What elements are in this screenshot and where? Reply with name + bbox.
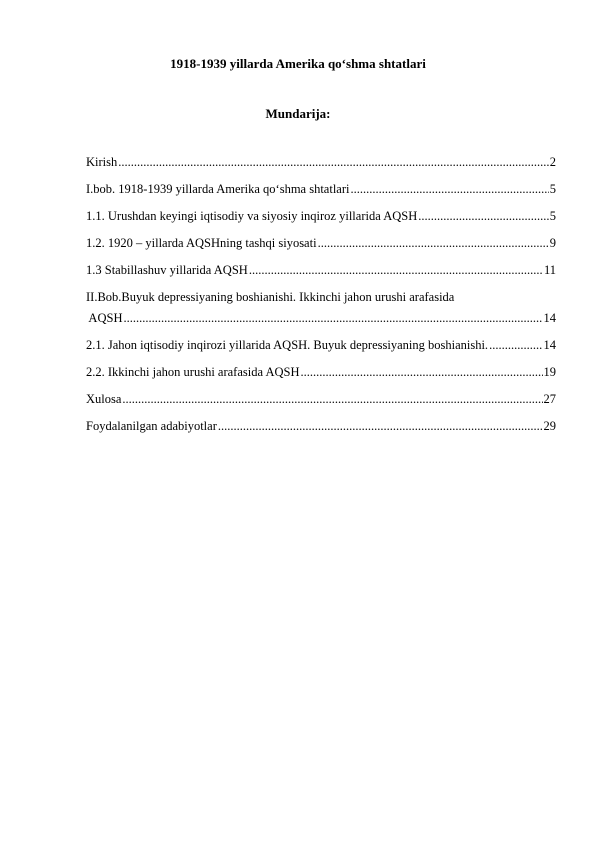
toc-page-number: 27 — [543, 392, 556, 406]
toc-entry-text: 1.1. Urushdan keyingi iqtisodiy va siyosiy inqiroz yillarida AQSH — [86, 209, 418, 223]
toc-page-number: 29 — [543, 419, 556, 433]
toc-page-number: 19 — [543, 365, 556, 379]
toc-heading: Mundarija: — [265, 106, 331, 121]
toc-leader-dots — [350, 181, 548, 197]
toc-entry-text: 2.2. Ikkinchi jahon urushi arafasida AQSH — [86, 365, 300, 379]
table-of-contents — [86, 154, 556, 434]
toc-entry-text: Kirish — [86, 155, 118, 169]
toc-entry-text: I.bob. 1918-1939 yillarda Amerika qo‘shma shtatlari — [86, 182, 350, 196]
toc-entry-section-1-3[interactable] — [86, 262, 556, 278]
toc-entry-text: Foydalanilgan adabiyotlar — [86, 419, 217, 433]
toc-leader-dots — [218, 418, 543, 434]
toc-entry-references[interactable] — [86, 418, 556, 434]
toc-entry-text: AQSH — [86, 311, 123, 325]
toc-entry-section-2-1[interactable] — [86, 337, 556, 353]
toc-page-number: 9 — [549, 236, 556, 250]
toc-leader-dots — [123, 310, 542, 326]
toc-entry-text: 1.2. 1920 – yillarda AQSHning tashqi siyosati — [86, 236, 317, 250]
toc-page-number: 5 — [549, 182, 556, 196]
toc-page-number: 14 — [543, 311, 556, 325]
toc-entry-section-1-1[interactable] — [86, 208, 556, 224]
toc-page-number: 5 — [549, 209, 556, 223]
toc-entry-section-2-2[interactable] — [86, 364, 556, 380]
toc-entry-conclusion[interactable] — [86, 391, 556, 407]
toc-leader-dots — [118, 154, 549, 170]
toc-entry-chapter-2[interactable] — [86, 289, 556, 326]
toc-page-number: 14 — [543, 338, 556, 352]
toc-page-number: 11 — [543, 263, 556, 277]
toc-leader-dots — [301, 364, 543, 380]
toc-entry-section-1-2[interactable] — [86, 235, 556, 251]
document-title: 1918-1939 yillarda Amerika qo‘shma shtatlari — [170, 56, 426, 71]
toc-entry-text-line-1: II.Bob.Buyuk depressiyaning boshianishi. Ikkinchi jahon urushi arafasida — [86, 290, 455, 304]
toc-entry-text: Xulosa — [86, 392, 122, 406]
toc-entry-chapter-1[interactable] — [86, 181, 556, 197]
toc-leader-dots — [318, 235, 549, 251]
toc-leader-dots — [418, 208, 549, 224]
toc-page-number: 2 — [549, 155, 556, 169]
toc-entry-introduction[interactable] — [86, 154, 556, 170]
toc-entry-text: 2.1. Jahon iqtisodiy inqirozi yillarida AQSH. Buyuk depressiyaning boshianishi. — [86, 338, 489, 352]
toc-leader-dots — [122, 391, 542, 407]
toc-entry-text: 1.3 Stabillashuv yillarida AQSH — [86, 263, 248, 277]
toc-leader-dots — [249, 262, 543, 278]
toc-leader-dots — [489, 337, 542, 353]
